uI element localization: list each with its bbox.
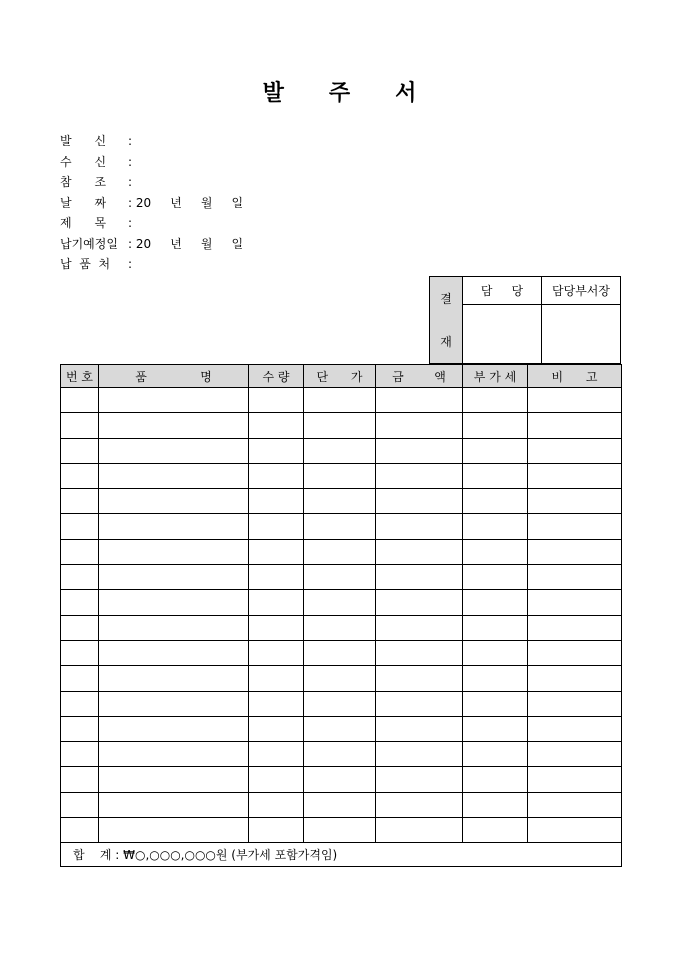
table-cell[interactable] bbox=[61, 615, 99, 640]
reference-label: 참 조 bbox=[60, 175, 107, 189]
table-cell[interactable] bbox=[528, 438, 622, 463]
sender-value: : bbox=[128, 134, 133, 148]
table-cell[interactable] bbox=[304, 463, 376, 488]
table-cell[interactable] bbox=[61, 388, 99, 413]
table-cell[interactable] bbox=[463, 742, 528, 767]
table-cell[interactable] bbox=[249, 489, 304, 514]
table-cell[interactable] bbox=[99, 539, 249, 564]
table-cell[interactable] bbox=[61, 514, 99, 539]
table-cell[interactable] bbox=[249, 463, 304, 488]
table-cell[interactable] bbox=[61, 463, 99, 488]
table-row bbox=[61, 792, 622, 817]
table-cell[interactable] bbox=[61, 716, 99, 741]
table-cell[interactable] bbox=[528, 565, 622, 590]
info-row-sender bbox=[60, 131, 243, 152]
info-row-date bbox=[60, 193, 243, 214]
table-row bbox=[61, 742, 622, 767]
table-cell[interactable] bbox=[463, 539, 528, 564]
subject-label: 제 목 bbox=[60, 216, 107, 230]
table-cell[interactable] bbox=[376, 565, 463, 590]
table-cell[interactable] bbox=[304, 539, 376, 564]
table-row bbox=[61, 818, 622, 843]
table-cell[interactable] bbox=[304, 514, 376, 539]
table-cell[interactable] bbox=[463, 818, 528, 843]
table-cell[interactable] bbox=[304, 818, 376, 843]
table-row bbox=[61, 514, 622, 539]
table-cell[interactable] bbox=[249, 716, 304, 741]
table-cell[interactable] bbox=[304, 792, 376, 817]
table-cell[interactable] bbox=[463, 489, 528, 514]
table-cell[interactable] bbox=[61, 742, 99, 767]
table-cell[interactable] bbox=[304, 388, 376, 413]
table-cell[interactable] bbox=[528, 742, 622, 767]
table-cell[interactable] bbox=[99, 615, 249, 640]
table-cell[interactable] bbox=[304, 590, 376, 615]
table-cell[interactable] bbox=[99, 438, 249, 463]
table-cell[interactable] bbox=[61, 691, 99, 716]
table-cell[interactable] bbox=[99, 640, 249, 665]
table-cell[interactable] bbox=[249, 792, 304, 817]
table-cell[interactable] bbox=[376, 489, 463, 514]
table-cell[interactable] bbox=[61, 666, 99, 691]
table-cell[interactable] bbox=[304, 666, 376, 691]
info-row-reference bbox=[60, 172, 243, 193]
table-row bbox=[61, 615, 622, 640]
header-item-name: 품 명 bbox=[99, 365, 249, 388]
table-row bbox=[61, 666, 622, 691]
table-cell[interactable] bbox=[99, 590, 249, 615]
table-cell[interactable] bbox=[304, 742, 376, 767]
table-row bbox=[61, 691, 622, 716]
approval-side-bottom: 재 bbox=[440, 335, 452, 349]
info-row-subject bbox=[60, 213, 243, 234]
table-cell[interactable] bbox=[249, 539, 304, 564]
table-cell[interactable] bbox=[463, 590, 528, 615]
info-row-recipient bbox=[60, 152, 243, 173]
approval-head-dept-head: 담당부서장 bbox=[542, 277, 621, 305]
table-cell[interactable] bbox=[528, 539, 622, 564]
reference-value: : bbox=[128, 175, 133, 189]
header-remarks: 비 고 bbox=[528, 365, 622, 388]
table-row bbox=[61, 767, 622, 792]
table-cell[interactable] bbox=[304, 640, 376, 665]
table-cell[interactable] bbox=[463, 413, 528, 438]
table-cell[interactable] bbox=[376, 539, 463, 564]
table-cell[interactable] bbox=[99, 792, 249, 817]
table-cell[interactable] bbox=[249, 413, 304, 438]
table-cell[interactable] bbox=[249, 640, 304, 665]
title-char-2: 주 bbox=[328, 80, 352, 106]
table-cell[interactable] bbox=[304, 615, 376, 640]
table-cell[interactable] bbox=[61, 413, 99, 438]
table-body bbox=[61, 388, 622, 843]
document-title bbox=[0, 76, 680, 107]
delivery-place-label: 납 품 처 bbox=[60, 257, 111, 271]
table-cell[interactable] bbox=[61, 539, 99, 564]
table-row bbox=[61, 388, 622, 413]
table-cell[interactable] bbox=[99, 767, 249, 792]
table-cell[interactable] bbox=[61, 767, 99, 792]
table-cell[interactable] bbox=[99, 691, 249, 716]
table-row bbox=[61, 539, 622, 564]
table-cell[interactable] bbox=[304, 767, 376, 792]
table-cell[interactable] bbox=[249, 691, 304, 716]
table-cell[interactable] bbox=[463, 463, 528, 488]
table-cell[interactable] bbox=[463, 640, 528, 665]
table-cell[interactable] bbox=[528, 489, 622, 514]
table-cell[interactable] bbox=[249, 590, 304, 615]
table-cell[interactable] bbox=[249, 438, 304, 463]
table-cell[interactable] bbox=[99, 463, 249, 488]
table-cell[interactable] bbox=[249, 666, 304, 691]
delivery-date-label: 납기예정일 bbox=[60, 236, 118, 251]
table-cell[interactable] bbox=[376, 388, 463, 413]
table-cell[interactable] bbox=[376, 818, 463, 843]
table-cell[interactable] bbox=[61, 640, 99, 665]
table-cell[interactable] bbox=[463, 565, 528, 590]
table-cell[interactable] bbox=[463, 438, 528, 463]
table-cell[interactable] bbox=[528, 640, 622, 665]
table-cell[interactable] bbox=[376, 640, 463, 665]
approval-box bbox=[429, 276, 621, 364]
table-cell[interactable] bbox=[249, 767, 304, 792]
table-cell[interactable] bbox=[376, 742, 463, 767]
header-number: 번 호 bbox=[61, 365, 99, 388]
table-row bbox=[61, 565, 622, 590]
table-cell[interactable] bbox=[376, 438, 463, 463]
title-char-3: 서 bbox=[395, 80, 418, 106]
table-cell[interactable] bbox=[528, 463, 622, 488]
table-cell[interactable] bbox=[463, 514, 528, 539]
header-amount: 금 액 bbox=[376, 365, 463, 388]
table-cell[interactable] bbox=[99, 742, 249, 767]
table-cell[interactable] bbox=[376, 792, 463, 817]
table-cell[interactable] bbox=[528, 792, 622, 817]
approval-sign-dept-head[interactable] bbox=[542, 305, 621, 364]
table-cell[interactable] bbox=[304, 413, 376, 438]
table-cell[interactable] bbox=[61, 565, 99, 590]
delivery-date-value: : 20 년 월 일 bbox=[128, 236, 244, 251]
table-cell[interactable] bbox=[528, 413, 622, 438]
table-cell[interactable] bbox=[376, 716, 463, 741]
table-cell[interactable] bbox=[463, 716, 528, 741]
table-cell[interactable] bbox=[528, 666, 622, 691]
delivery-place-value: : bbox=[128, 257, 133, 271]
table-cell[interactable] bbox=[249, 818, 304, 843]
table-cell[interactable] bbox=[99, 514, 249, 539]
table-cell[interactable] bbox=[463, 792, 528, 817]
table-row bbox=[61, 438, 622, 463]
order-items-table bbox=[60, 364, 622, 867]
table-cell[interactable] bbox=[61, 818, 99, 843]
table-cell[interactable] bbox=[528, 767, 622, 792]
info-row-delivery-place bbox=[60, 254, 243, 275]
recipient-label: 수 신 bbox=[60, 154, 107, 169]
title-char-1: 발 bbox=[262, 80, 285, 106]
info-row-delivery-date bbox=[60, 234, 243, 255]
table-row bbox=[61, 489, 622, 514]
table-row bbox=[61, 716, 622, 741]
table-cell[interactable] bbox=[528, 514, 622, 539]
table-cell[interactable] bbox=[376, 615, 463, 640]
table-cell[interactable] bbox=[376, 590, 463, 615]
table-cell[interactable] bbox=[528, 590, 622, 615]
table-cell[interactable] bbox=[304, 691, 376, 716]
table-cell[interactable] bbox=[99, 716, 249, 741]
header-vat: 부 가 세 bbox=[463, 365, 528, 388]
table-cell[interactable] bbox=[61, 489, 99, 514]
table-cell[interactable] bbox=[376, 666, 463, 691]
header-quantity: 수 량 bbox=[249, 365, 304, 388]
table-cell[interactable] bbox=[99, 565, 249, 590]
table-cell[interactable] bbox=[304, 716, 376, 741]
table-cell[interactable] bbox=[463, 691, 528, 716]
table-cell[interactable] bbox=[249, 742, 304, 767]
table-cell[interactable] bbox=[528, 615, 622, 640]
table-cell[interactable] bbox=[99, 666, 249, 691]
table-cell[interactable] bbox=[376, 767, 463, 792]
table-cell[interactable] bbox=[528, 716, 622, 741]
table-cell[interactable] bbox=[463, 767, 528, 792]
approval-sign-manager[interactable] bbox=[463, 305, 542, 364]
table-row bbox=[61, 590, 622, 615]
total-text: 합 계 : ₩○,○○○,○○○원 (부가세 포함가격임) bbox=[61, 843, 622, 867]
table-cell[interactable] bbox=[99, 388, 249, 413]
table-cell[interactable] bbox=[99, 818, 249, 843]
table-cell[interactable] bbox=[61, 590, 99, 615]
recipient-value: : bbox=[128, 154, 133, 169]
table-cell[interactable] bbox=[528, 388, 622, 413]
date-value: : 20 년 월 일 bbox=[128, 195, 244, 210]
table-cell[interactable] bbox=[249, 388, 304, 413]
table-cell[interactable] bbox=[376, 413, 463, 438]
table-cell[interactable] bbox=[528, 691, 622, 716]
table-cell[interactable] bbox=[304, 565, 376, 590]
table-cell[interactable] bbox=[61, 438, 99, 463]
table-row bbox=[61, 640, 622, 665]
table-cell[interactable] bbox=[249, 565, 304, 590]
total-row bbox=[61, 843, 622, 867]
table-cell[interactable] bbox=[61, 792, 99, 817]
table-cell[interactable] bbox=[304, 438, 376, 463]
header-unit-price: 단 가 bbox=[304, 365, 376, 388]
table-cell[interactable] bbox=[376, 691, 463, 716]
table-cell[interactable] bbox=[528, 818, 622, 843]
table-row bbox=[61, 413, 622, 438]
approval-side-label bbox=[430, 277, 463, 364]
table-cell[interactable] bbox=[376, 463, 463, 488]
table-cell[interactable] bbox=[249, 615, 304, 640]
table-header-row bbox=[61, 365, 622, 388]
table-cell[interactable] bbox=[99, 413, 249, 438]
sender-label: 발 신 bbox=[60, 134, 107, 148]
subject-value: : bbox=[128, 216, 133, 230]
date-label: 날 짜 bbox=[60, 195, 107, 210]
table-cell[interactable] bbox=[463, 615, 528, 640]
table-cell[interactable] bbox=[249, 514, 304, 539]
table-cell[interactable] bbox=[376, 514, 463, 539]
table-cell[interactable] bbox=[99, 489, 249, 514]
table-row bbox=[61, 463, 622, 488]
order-info bbox=[60, 131, 243, 275]
table-cell[interactable] bbox=[463, 388, 528, 413]
approval-side-top: 결 bbox=[440, 292, 452, 306]
table-cell[interactable] bbox=[463, 666, 528, 691]
table-cell[interactable] bbox=[304, 489, 376, 514]
approval-head-manager: 담 당 bbox=[463, 277, 542, 305]
